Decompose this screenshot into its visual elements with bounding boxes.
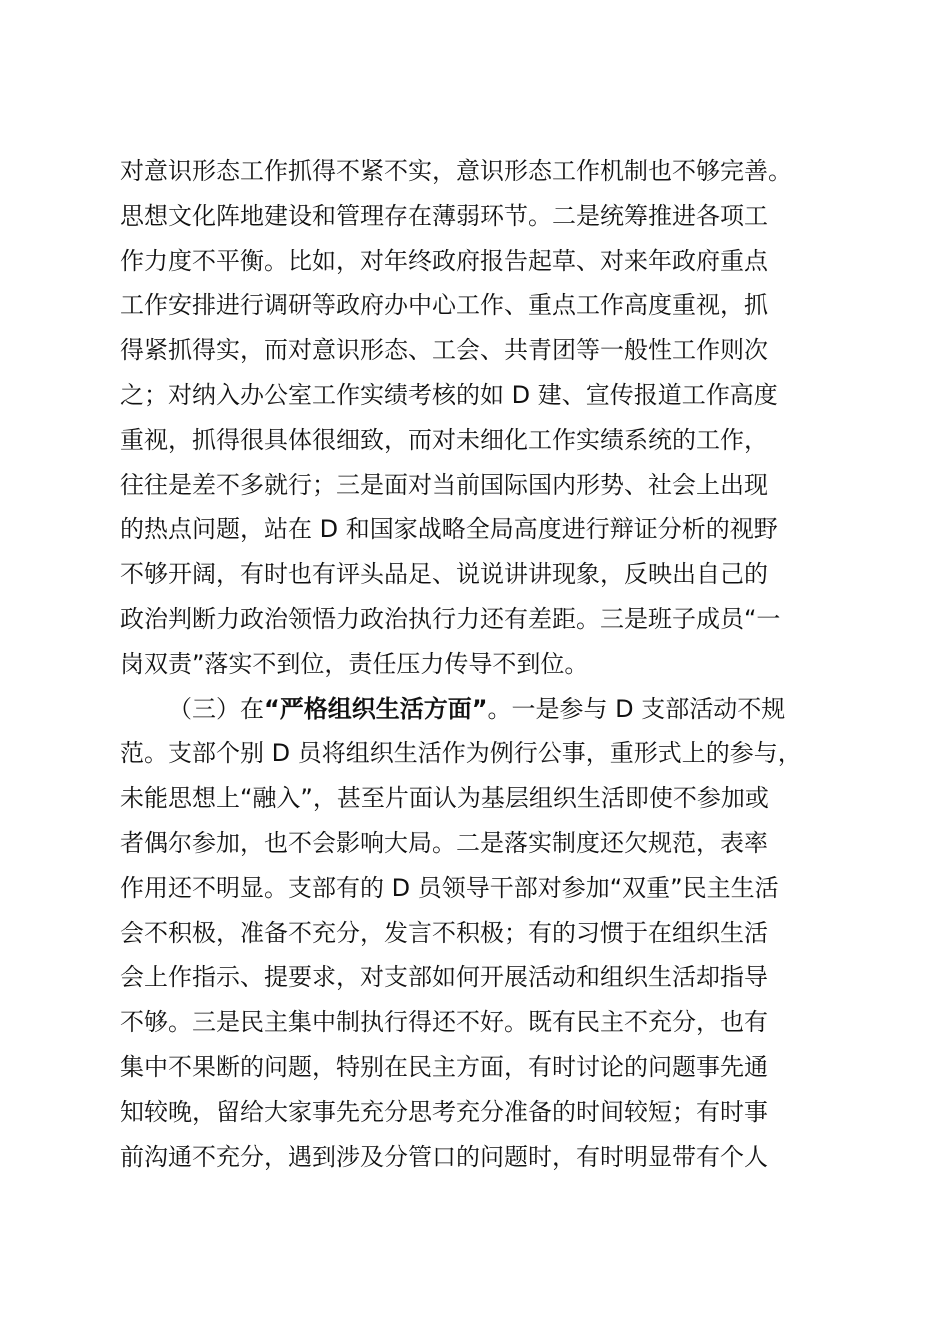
text-line: 会不积极，准备不充分，发言不积极；有的习惯于在组织生活 [120,918,768,947]
text-line: 知较晚，留给大家事先充分思考充分准备的时间较短；有时事 [120,1097,768,1126]
text-line: 前沟通不充分，遇到涉及分管口的问题时，有时明显带有个人 [120,1142,768,1171]
text-line: 得紧抓得实，而对意识形态、工会、共青团等一般性工作则次 [120,336,768,365]
text-line: 作力度不平衡。比如，对年终政府报告起草、对来年政府重点 [120,246,768,275]
section-3-heading-line [120,687,840,732]
text-line: 之；对纳入办公室工作实绩考核的如 D 建、宣传报道工作高度 [120,380,778,409]
text-line: 作用还不明显。支部有的 D 员领导干部对参加“双重”民主生活 [120,873,779,902]
text-line: 会上作指示、提要求，对支部如何开展活动和组织生活却指导 [120,963,768,992]
text-line: 往往是差不多就行；三是面对当前国际国内形势、社会上出现 [120,470,768,499]
text-line: 未能思想上“融入”，甚至片面认为基层组织生活即使不参加或 [120,784,769,813]
text-line: 不够开阔，有时也有评头品足、说说讲讲现象，反映出自己的 [120,560,768,589]
text-line: 对意识形态工作抓得不紧不实，意识形态工作机制也不够完善。 [120,157,792,185]
text-line: 政治判断力政治领悟力政治执行力还有差距。三是班子成员“一 [120,604,781,633]
section-3-prefix: （三）在 [168,694,264,723]
text-line: 工作安排进行调研等政府办中心工作、重点工作高度重视，抓 [120,291,768,320]
section-3-heading: “严格组织生活方面” [264,694,488,723]
text-line: 的热点问题，站在 D 和国家战略全局高度进行辩证分析的视野 [120,515,778,544]
text-line: 思想文化阵地建设和管理存在薄弱环节。二是统筹推进各项工 [120,201,768,230]
text-line: 重视，抓得很具体很细致，而对未细化工作实绩系统的工作， [120,425,768,454]
text-line: 岗双责”落实不到位，责任压力传导不到位。 [120,649,589,678]
text-line: 者偶尔参加，也不会影响大局。二是落实制度还欠规范，表率 [120,828,768,857]
text-line: 集中不果断的问题，特别在民主方面，有时讨论的问题事先通 [120,1052,768,1081]
document-body [120,149,840,1179]
section-3-suffix: 。一是参与 D 支部活动不规 [487,694,786,723]
text-line: 不够。三是民主集中制执行得还不好。既有民主不充分，也有 [120,1008,768,1037]
text-line: 范。支部个别 D 员将组织生活作为例行公事，重形式上的参与， [120,739,802,768]
